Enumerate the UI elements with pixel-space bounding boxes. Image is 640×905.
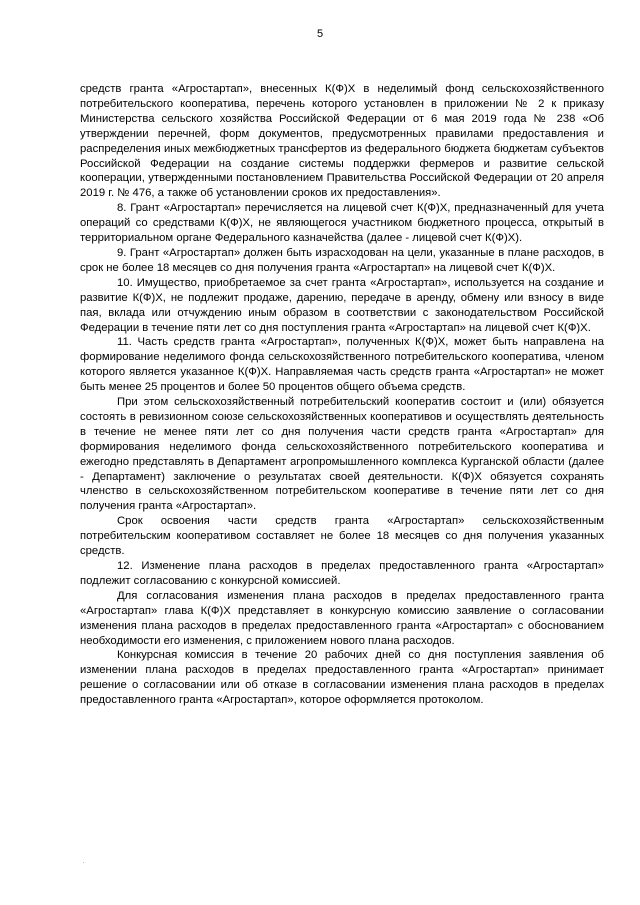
paragraph-10: 10. Имущество, приобретаемое за счет гранта «Агростартап», используется на создание и развитие К(Ф)Х, не подлежит продаже, дарению, передаче в аренду, обмену или взносу в виде пая, вклада или отчуждению иным образом в соответствии с законодательством Российской Федерации в течение пяти лет со дня поступления гранта «Агростартап» на лицевой счет К(Ф)Х. [80,276,604,334]
scan-dot [83,862,84,863]
paragraph-12-commission: Конкурсная комиссия в течение 20 рабочих дней со дня поступления заявления об изменении плана расходов в пределах предоставленного гранта «Агростартап» принимает решение о согласовании или об отказе в согласовании изменения плана расходов в пределах предоставленного гранта «Агростартап», которое оформляется протоколом. [80,649,604,707]
paragraph-8: 8. Грант «Агростартап» перечисляется на лицевой счет К(Ф)Х, предназначенный для учета операций со средствами К(Ф)Х, не являющегося участником бюджетного процесса, открытый в территориальном органе Федерального казначейства (далее - лицевой счет К(Ф)Х). [80,202,604,245]
paragraph-11: 11. Часть средств гранта «Агростартап», полученных К(Ф)Х, может быть направлена на формирование неделимого фонда сельскохозяйственного потребительского кооператива, членом которого является указанное К(Ф)Х. Направляемая часть средств гранта «Агростартап» не может быть менее 25 процентов и более 50 процентов общего объема средств. [80,336,604,394]
paragraph-9: 9. Грант «Агростартап» должен быть израсходован на цели, указанные в плане расходов, в срок не более 18 месяцев со дня получения гранта «Агростартап» на лицевой счет К(Ф)Х. [80,246,604,274]
document-body [80,82,604,708]
paragraph-11-cooperative: При этом сельскохозяйственный потребительский кооператив состоит и (или) обязуется состоять в ревизионном союзе сельскохозяйственных кооперативов и осуществлять деятельность в течение не менее пяти лет со дня получения части средств гранта «Агростартап» для формирования неделимого фонда сельскохозяйственного потребительского кооператива и ежегодно представлять в Департамент агропромышленного комплекса Курганской области (далее - Департамент) заключение о результатах своей деятельности. К(Ф)Х обязуется сохранять членство в сельскохозяйственном потребительском кооперативе в течение пяти лет со дня получения гранта «Агростартап». [80,396,604,513]
paragraph-continuation: средств гранта «Агростартап», внесенных К(Ф)Х в неделимый фонд сельскохозяйственного потребительского кооператива, перечень которого установлен в приложении № 2 к приказу Министерства сельского хозяйства Российской Федерации от 6 мая 2019 года № 238 «Об утверждении перечней, форм документов, предусмотренных правилами предоставления и распределения иных межбюджетных трансфертов из федерального бюджета бюджетам субъектов Российской Федерации на создание системы поддержки фермеров и развитие сельской кооперации, утвержденными постановлением Правительства Российской Федерации от 20 апреля 2019 г. № 476, а также об установлении сроков их предоставления». [80,83,604,200]
page-number: 5 [316,28,324,40]
paragraph-12-procedure: Для согласования изменения плана расходов в пределах предоставленного гранта «Агростартап» глава К(Ф)Х представляет в конкурсную комиссию заявление о согласовании изменения плана расходов в пределах предоставленного гранта «Агростартап» с обоснованием необходимости его изменения, с приложением нового плана расходов. [80,589,604,647]
paragraph-11-term: Срок освоения части средств гранта «Агростартап» сельскохозяйственным потребительским кооперативом составляет не более 18 месяцев со дня получения указанных средств. [80,515,604,558]
paragraph-12: 12. Изменение плана расходов в пределах предоставленного гранта «Агростартап» подлежит согласованию с конкурсной комиссией. [80,560,604,587]
